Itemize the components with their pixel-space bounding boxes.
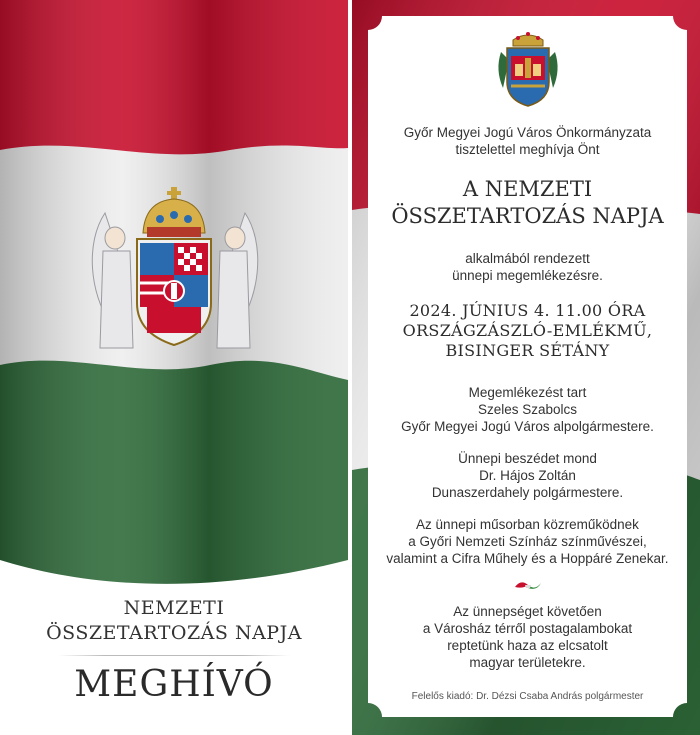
speaker-1-line-1: Megemlékezést tart [468, 385, 587, 400]
host-line-2: tisztelettel meghívja Önt [455, 142, 600, 157]
invitation-card [368, 16, 687, 717]
speaker-2-line-2: Dr. Hájos Zoltán [479, 468, 576, 483]
host-text [368, 124, 687, 158]
time-line: 2024. JÚNIUS 4. 11.00 ÓRA [409, 301, 646, 320]
gyor-city-coat-of-arms-icon [495, 30, 561, 108]
speaker-1-line-2: Szeles Szabolcs [477, 402, 578, 417]
after-text [368, 603, 687, 671]
program-text [368, 516, 687, 567]
after-line-2: a Városház térről postagalambokat [422, 621, 633, 636]
hungarian-coat-of-arms-icon [85, 183, 265, 363]
event-title [368, 176, 687, 230]
speaker-2-line-3: Dunaszerdahely polgármestere. [431, 485, 624, 500]
speaker-2 [368, 450, 687, 501]
after-line-3: reptetünk haza az elcsatolt [447, 638, 608, 653]
after-line-4: magyar területekre. [469, 655, 586, 670]
tricolor-ribbon-icon [513, 579, 543, 593]
left-panel [0, 0, 348, 735]
host-line-1: Győr Megyei Jogú Város Önkormányzata [403, 125, 652, 140]
speaker-1-line-3: Győr Megyei Jogú Város alpolgármestere. [401, 419, 654, 434]
after-line-1: Az ünnepséget követően [453, 604, 602, 619]
program-line-2: a Győri Nemzeti Színház színművészei, [408, 534, 647, 549]
occasion-line-2: ünnepi megemlékezésre. [452, 268, 603, 283]
left-meghivo-heading: MEGHÍVÓ [74, 664, 274, 705]
left-title-line-2: ÖSSZETARTOZÁS NAPJA [46, 622, 302, 644]
place-line-1: ORSZÁGZÁSZLÓ-EMLÉKMŰ, [402, 321, 653, 340]
publisher-text: Felelős kiadó: Dr. Dézsi Csaba András polgármester [411, 691, 644, 702]
left-divider [58, 655, 290, 656]
program-line-1: Az ünnepi műsorban közreműködnek [416, 517, 639, 532]
left-title-line-1: NEMZETI [123, 597, 225, 619]
place-line-2: BISINGER SÉTÁNY [445, 341, 610, 360]
right-panel [352, 0, 700, 735]
time-place [368, 301, 687, 361]
event-title-line-1: A NEMZETI [462, 177, 593, 201]
speaker-2-line-1: Ünnepi beszédet mond [458, 451, 597, 466]
occasion-text [368, 250, 687, 284]
occasion-line-1: alkalmából rendezett [465, 251, 590, 266]
event-title-line-2: ÖSSZETARTOZÁS NAPJA [391, 204, 664, 228]
speaker-1 [368, 384, 687, 435]
program-line-3: valamint a Cifra Műhely és a Hoppáré Zenekar. [386, 551, 669, 566]
